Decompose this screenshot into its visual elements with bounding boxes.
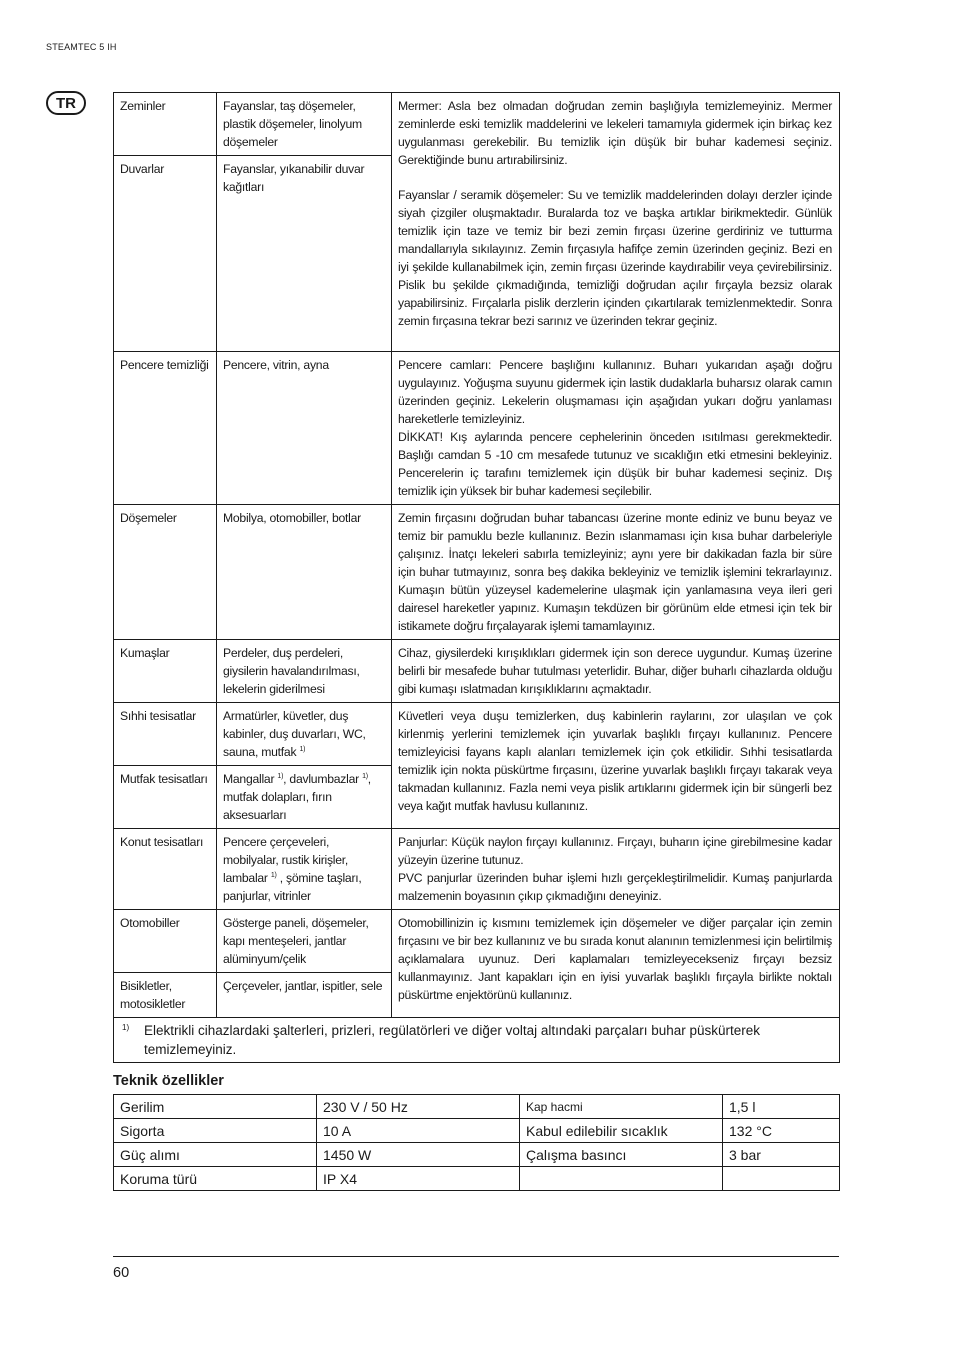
surfaces-text: , davlumbazlar bbox=[283, 772, 359, 786]
spec-label: Sigorta bbox=[114, 1119, 317, 1143]
page-number: 60 bbox=[113, 1265, 130, 1281]
area-cell: Konut tesisatları bbox=[114, 829, 217, 910]
area-cell: Otomobiller bbox=[114, 910, 217, 973]
surfaces-cell: Çerçeveler, jantlar, ispitler, sele bbox=[217, 973, 392, 1018]
description-cell bbox=[392, 829, 840, 910]
spec-value: IP X4 bbox=[317, 1167, 520, 1191]
description-cell: Zemin fırçasını doğrudan buhar tabancası üzerine monte ediniz ve bunu beyaz ve temiz bir pamuklu bezle kullanınız. Bezin ıslanmaması için kısa buhar darbeleriyle çalışınız. İnatçı lekeleri sabırla temizleyiniz; aynı yere bir dakikadan fazla bir süre için buhar tutmayınız, sonra beş dakika bekleyiniz ve temizlik işlemini tekrarlayınız. Kumaşın bütün yüzeysel kademelerine ulaşmak için yanlamasına veya ileri geri dairesel hareketler yapınız. Kumaşın tekdüzen bir görünüm elde etmesi için tek bir istikamete doğru fırçalayarak işlemi tamamlayınız. bbox=[392, 505, 840, 640]
footnote-mark: 1) bbox=[122, 1023, 130, 1032]
spec-value: 10 A bbox=[317, 1119, 520, 1143]
surfaces-cell: Fayanslar, taş döşemeler, plastik döşemeler, linolyum döşemeler bbox=[217, 93, 392, 156]
footnote-cell bbox=[114, 1018, 840, 1063]
table-row bbox=[114, 703, 840, 766]
spec-value: 132 °C bbox=[723, 1119, 840, 1143]
shutter-note: Panjurlar: Küçük naylon fırçayı kullanınız. Fırçayı, buharın içine girebilmesine kadar yüzeyin üzerine tutunuz. bbox=[398, 835, 832, 867]
table-row bbox=[114, 1167, 840, 1191]
area-cell: Sıhhi tesisatlar bbox=[114, 703, 217, 766]
description-cell bbox=[392, 352, 840, 505]
language-badge: TR bbox=[46, 91, 86, 115]
table-row bbox=[114, 1143, 840, 1167]
surfaces-text: Armatürler, küvetler, duş kabinler, duş duvarları, WC, sauna, mutfak bbox=[223, 709, 366, 759]
table-row bbox=[114, 1119, 840, 1143]
table-row bbox=[114, 829, 840, 910]
footnote-ref: 1) bbox=[362, 772, 368, 780]
description-cell: Küvetleri veya duşu temizlerken, duş kabinlerin raylarını, zor ulaşılan ve çok kirlenmiş yerlerini temizlemek için yuvarlak başlıklı fırçayı kullanınız. Pencere temizleyicisi fayans kaplı alanları temizlemek için çok etkilidir. Sıhhi tesisatlarda temizlik için nokta püskürtme fırçasını, üzerine yuvarlak başlıklı fırçayı takarak veya takmadan kullanınız. Fazla nemi veya pislik artıklarını gidermek için bir süngerli bez veya kağıt mutfak havlusu kullanınız. bbox=[392, 703, 840, 829]
surfaces-cell: Perdeler, duş perdeleri, giysilerin havalandırılması, lekelerin giderilmesi bbox=[217, 640, 392, 703]
surfaces-text: , mutfak dolapları, fırın aksesuarları bbox=[223, 772, 371, 822]
spec-value: 1450 W bbox=[317, 1143, 520, 1167]
description-cell bbox=[392, 93, 840, 352]
table-row bbox=[114, 910, 840, 973]
section-title: Teknik özellikler bbox=[113, 1073, 224, 1089]
surfaces-cell bbox=[217, 829, 392, 910]
table-row bbox=[114, 352, 840, 505]
area-cell: Kumaşlar bbox=[114, 640, 217, 703]
window-note: Pencere camları: Pencere başlığını kullanınız. Buharı yukarıdan aşağı doğru uygulayınız. Yoğuşma suyunu gidermek için lastik dudaklarla buharsız olarak camın üzerinden geçiniz. Lekelerin oluşmaması için aşağıdan yukarı doğru yanlaması hareketlerle temizleyiniz. bbox=[398, 358, 832, 426]
description-cell: Cihaz, giysilerdeki kırışıklıkları gidermek için son derece uygundur. Kumaş üzerine belirli bir mesafede buhar tutulması yeterlidir. Buhar, diğer buharlı cihazlarda olduğu gibi kumaşı ıslatmadan kırışıklıklarını açmaktadır. bbox=[392, 640, 840, 703]
footnote-ref: 1) bbox=[270, 871, 277, 879]
surfaces-cell: Gösterge paneli, döşemeler, kapı menteşeleri, jantlar alüminyum/çelik bbox=[217, 910, 392, 973]
spec-table bbox=[113, 1094, 840, 1191]
area-cell: Zeminler bbox=[114, 93, 217, 156]
footnote-text: Elektrikli cihazlardaki şalterleri, prizleri, regülatörleri ve diğer voltaj altındaki parçaları buhar püskürterek temizlemeyiniz. bbox=[144, 1023, 761, 1057]
window-warning: DİKKAT! Kış aylarında pencere cephelerinin önceden ısıtılması gerekmektedir. Başlığı camdan 5 -10 cm mesafede tutunuz ve sıcaklığın etki etmesini bekleyiniz. Pencerelerin iç tarafını temizlemek için düşük bir buhar kademesi seçiniz. Dış temizlik için yüksek bir buhar kademesi seçilebilir. bbox=[398, 430, 832, 498]
spec-value: 1,5 l bbox=[723, 1095, 840, 1119]
area-cell: Duvarlar bbox=[114, 156, 217, 352]
model-name: STEAMTEC 5 IH bbox=[46, 42, 117, 52]
spec-label: Çalışma basıncı bbox=[520, 1143, 723, 1167]
surfaces-text: Pencere çerçeveleri, mobilyalar, rustik kirişler, lambalar bbox=[223, 835, 349, 885]
surfaces-cell: Fayanslar, yıkanabilir duvar kağıtları bbox=[217, 156, 392, 352]
table-row bbox=[114, 640, 840, 703]
footnote-row bbox=[114, 1018, 840, 1063]
footer-divider bbox=[113, 1256, 839, 1257]
surfaces-cell: Mobilya, otomobiller, botlar bbox=[217, 505, 392, 640]
spec-value: 230 V / 50 Hz bbox=[317, 1095, 520, 1119]
table-row bbox=[114, 1095, 840, 1119]
usage-table bbox=[113, 92, 840, 1063]
surfaces-text: Mangallar bbox=[223, 772, 275, 786]
tiles-note: Fayanslar / seramik döşemeler: Su ve temizlik maddelerinden dolayı derzler içinde siyah çizgiler oluşmaktadır. Buralarda toz ve başka artıklar birikmektedir. Günlük temizlik için taze ve temiz bir bezi zemin fırçası üzerine gerdiriniz ve tutturma mandallarıyla sıkılayınız. Zemin fırçasıyla hafifçe zemin üzerinden geçiniz. Bezi en iyi şekilde kullanabilmek için, zemin fırçası üzerinde kaydırabilir veya çevirebilirsiniz. Pislik bu şekilde çıkmadığında, temizliği doğrudan açılır fırçayla bezsiz olarak yapabilirsiniz. Fırçalarla pislik derzlerin içinden çıkartılarak temizlenmektedir. Sonra zemin fırçasına tekrar bezi sarınız ve üzerinden tekrar geçiniz. bbox=[398, 188, 832, 328]
footnote-ref: 1) bbox=[299, 745, 306, 753]
spec-label: Güç alımı bbox=[114, 1143, 317, 1167]
pvc-note: PVC panjurlar üzerinden buhar işlemi hızlı gerçekleştirilmelidir. Kumaş panjurlarda malzemenin boyasının çıkıp çıkmadığını deneyiniz. bbox=[398, 871, 832, 903]
spec-label: Koruma türü bbox=[114, 1167, 317, 1191]
spec-value: 3 bar bbox=[723, 1143, 840, 1167]
area-cell: Döşemeler bbox=[114, 505, 217, 640]
area-cell: Pencere temizliği bbox=[114, 352, 217, 505]
footnote-ref: 1) bbox=[277, 772, 284, 780]
spec-label: Gerilim bbox=[114, 1095, 317, 1119]
surfaces-cell bbox=[217, 766, 392, 829]
area-cell: Bisikletler, motosikletler bbox=[114, 973, 217, 1018]
spec-label: Kabul edilebilir sıcaklık bbox=[520, 1119, 723, 1143]
surfaces-cell bbox=[217, 703, 392, 766]
description-cell: Otomobillinizin iç kısmını temizlemek için döşemeler ve diğer parçalar için zemin fırçasını ve bir bez kullanınız ve bu sırada konut alanının temizlenmesi için belirtilmiş açıklamalara uyunuz. Deri kaplamaları temizleyecekseniz fırçayı bezsiz kullanmayınız. Jant kapakları için en iyisi yuvarlak başlıklı fırçayla birlikte noktalı püskürtme enjektörünü kullanınız. bbox=[392, 910, 840, 1018]
table-row bbox=[114, 93, 840, 156]
spec-value bbox=[723, 1167, 840, 1191]
table-row bbox=[114, 505, 840, 640]
surfaces-cell: Pencere, vitrin, ayna bbox=[217, 352, 392, 505]
surfaces-text: , şömine taşları, panjurlar, vitrinler bbox=[223, 871, 362, 903]
spec-label bbox=[520, 1167, 723, 1191]
area-cell: Mutfak tesisatları bbox=[114, 766, 217, 829]
spec-label: Kap hacmi bbox=[520, 1095, 723, 1119]
marble-note: Mermer: Asla bez olmadan doğrudan zemin başlığıyla temizlemeyiniz. Mermer zeminlerde eski temizlik maddelerini ve lekeleri tamamıyla gidermek için birkaç kez uygulanması gerekebilir. Bu temizlik için düşük bir buhar kademesi seçiniz. Gerektiğinde bunu artırabilirsiniz. bbox=[398, 99, 832, 167]
